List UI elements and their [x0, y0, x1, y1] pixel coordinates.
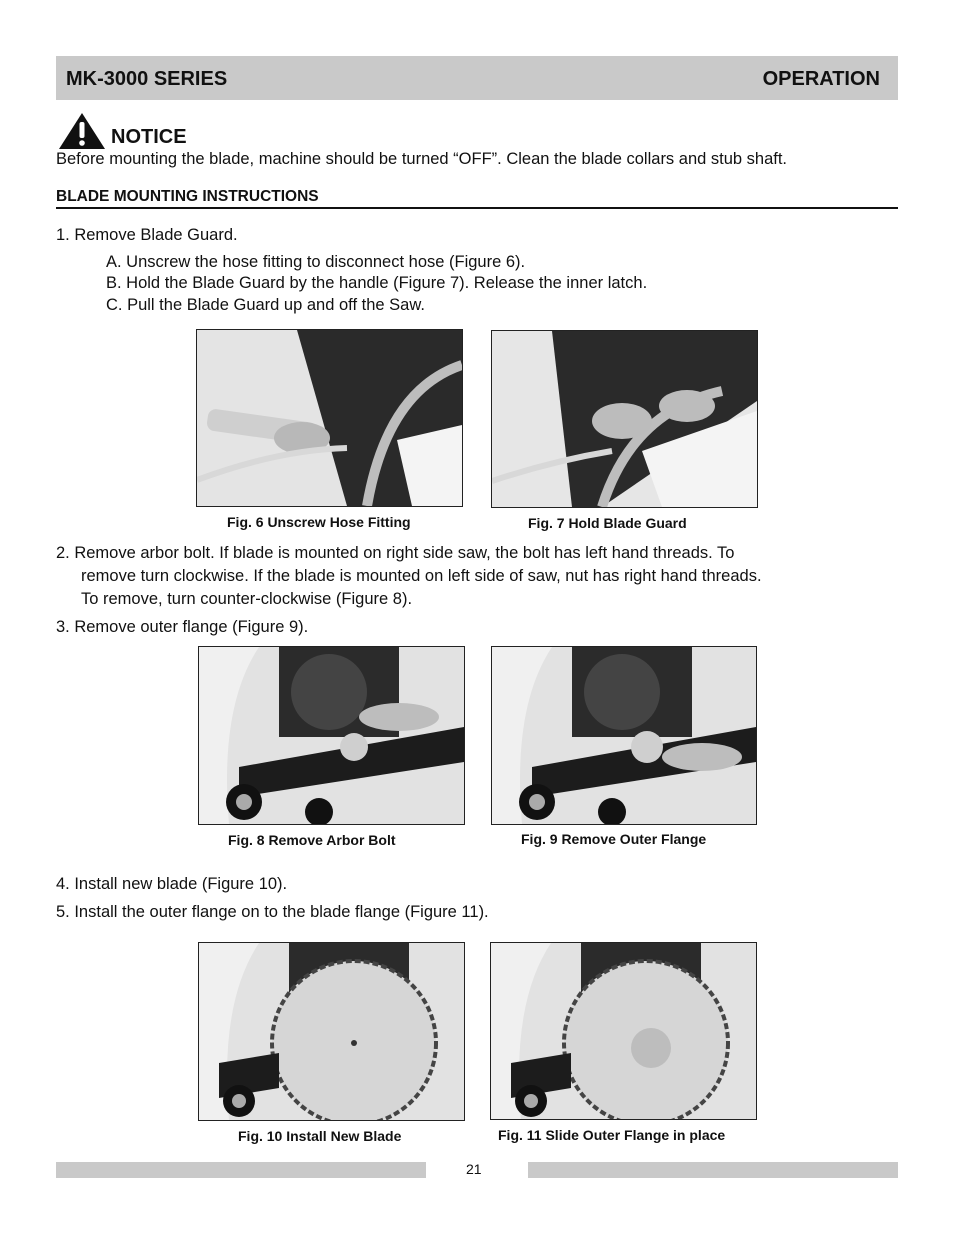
step-1a: A. Unscrew the hose fitting to disconnect hose (Figure 6).	[106, 253, 526, 271]
footer-bar-right	[528, 1162, 898, 1178]
step-4: 4. Install new blade (Figure 10).	[56, 875, 288, 893]
figure-7-caption: Fig. 7 Hold Blade Guard	[528, 515, 687, 531]
notice-text: Before mounting the blade, machine should be turned “OFF”. Clean the blade collars and stub shaft.	[56, 150, 788, 168]
figure-8-photo	[198, 646, 465, 825]
figure-11-caption: Fig. 11 Slide Outer Flange in place	[498, 1127, 726, 1143]
figure-6-caption: Fig. 6 Unscrew Hose Fitting	[227, 514, 411, 530]
section-heading: BLADE MOUNTING INSTRUCTIONS	[56, 188, 898, 209]
figure-7-photo	[491, 330, 758, 508]
page-number: 21	[466, 1161, 482, 1177]
step-1b: B. Hold the Blade Guard by the handle (Figure 7). Release the inner latch.	[106, 274, 648, 292]
figure-6-photo	[196, 329, 463, 507]
figure-10-photo	[198, 942, 465, 1121]
step-2-line-1: 2. Remove arbor bolt. If blade is mounted on right side saw, the bolt has left hand threads. To	[56, 544, 735, 562]
section-title: OPERATION	[762, 68, 880, 90]
series-title: MK-3000 SERIES	[66, 68, 228, 90]
notice-title: NOTICE	[111, 126, 187, 148]
footer-bar-left	[56, 1162, 426, 1178]
step-2-line-2: remove turn clockwise. If the blade is mounted on left side of saw, nut has right hand threads.	[81, 567, 762, 585]
page-header	[56, 56, 898, 100]
figure-9-photo	[491, 646, 757, 825]
figure-11-photo	[490, 942, 757, 1120]
warning-triangle-icon	[58, 112, 106, 150]
step-5: 5. Install the outer flange on to the blade flange (Figure 11).	[56, 903, 489, 921]
step-3: 3. Remove outer flange (Figure 9).	[56, 618, 309, 636]
figure-9-caption: Fig. 9 Remove Outer Flange	[521, 831, 707, 847]
step-2-line-3: To remove, turn counter-clockwise (Figure 8).	[81, 590, 413, 608]
figure-10-caption: Fig. 10 Install New Blade	[238, 1128, 402, 1144]
figure-8-caption: Fig. 8 Remove Arbor Bolt	[228, 832, 396, 848]
step-1c: C. Pull the Blade Guard up and off the Saw.	[106, 296, 425, 314]
step-1: 1. Remove Blade Guard.	[56, 226, 238, 244]
